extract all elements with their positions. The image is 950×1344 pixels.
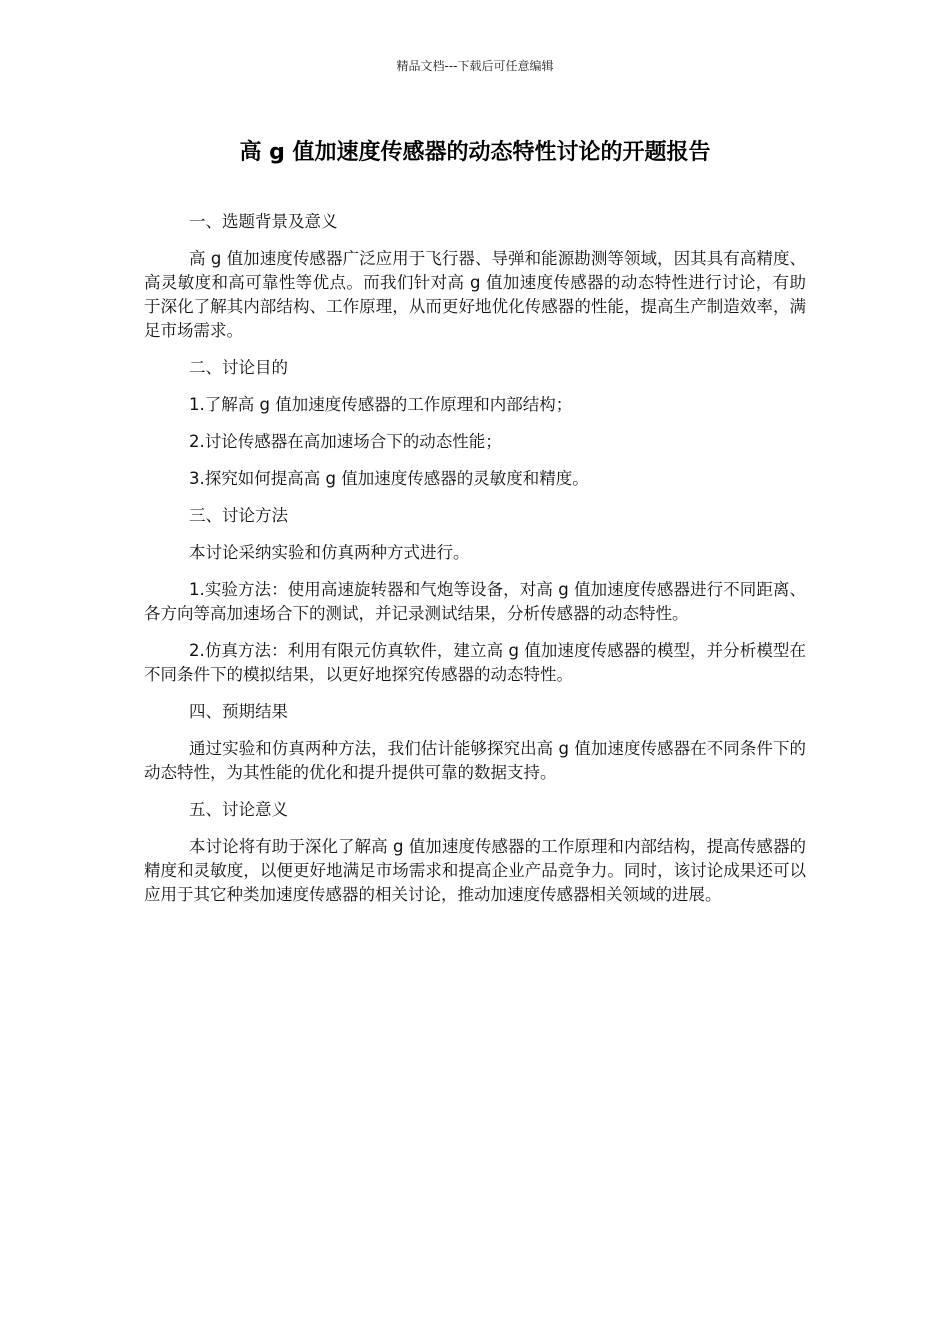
method-item-experiment: 1.实验方法：使用高速旋转器和气炮等设备，对高 g 值加速度传感器进行不同距离、各方向等高加速场合下的测试，并记录测试结果，分析传感器的动态特性。: [144, 580, 806, 623]
purpose-item-2: 2.讨论传感器在高加速场合下的动态性能；: [189, 432, 502, 451]
section-heading-significance: 五、讨论意义: [189, 800, 288, 819]
paragraph-background: 高 g 值加速度传感器广泛应用于飞行器、导弹和能源勘测等领域，因其具有高精度、高灵敏度和高可靠性等优点。而我们针对高 g 值加速度传感器的动态特性进行讨论，有助于深化了解其内部结构、工作原理，从而更好地优化传感器的性能，提高生产制造效率，满足市场需求。: [144, 249, 806, 340]
paragraph-method-intro: 本讨论采纳实验和仿真两种方式进行。: [189, 543, 470, 562]
purpose-item-1: 1.了解高 g 值加速度传感器的工作原理和内部结构；: [189, 395, 573, 414]
section-heading-method: 三、讨论方法: [189, 506, 288, 525]
method-item-simulation: 2.仿真方法：利用有限元仿真软件，建立高 g 值加速度传感器的模型，并分析模型在不同条件下的模拟结果，以更好地探究传感器的动态特性。: [144, 641, 806, 684]
section-heading-expected-results: 四、预期结果: [189, 702, 288, 721]
paragraph-expected-results: 通过实验和仿真两种方法，我们估计能够探究出高 g 值加速度传感器在不同条件下的动态特性，为其性能的优化和提升提供可靠的数据支持。: [144, 739, 806, 782]
document-title: 高 g 值加速度传感器的动态特性讨论的开题报告: [239, 140, 711, 165]
paragraph-significance: 本讨论将有助于深化了解高 g 值加速度传感器的工作原理和内部结构，提高传感器的精度和灵敏度，以便更好地满足市场需求和提高企业产品竞争力。同时，该讨论成果还可以应用于其它种类加速度传感器的相关讨论，推动加速度传感器相关领域的进展。: [144, 837, 806, 904]
section-heading-background: 一、选题背景及意义: [189, 212, 338, 231]
document-body: [144, 210, 806, 920]
section-heading-purpose: 二、讨论目的: [189, 358, 288, 377]
purpose-item-3: 3.探究如何提高高 g 值加速度传感器的灵敏度和精度。: [189, 469, 589, 488]
page-header-note: 精品文档---下载后可任意编辑: [396, 59, 554, 73]
